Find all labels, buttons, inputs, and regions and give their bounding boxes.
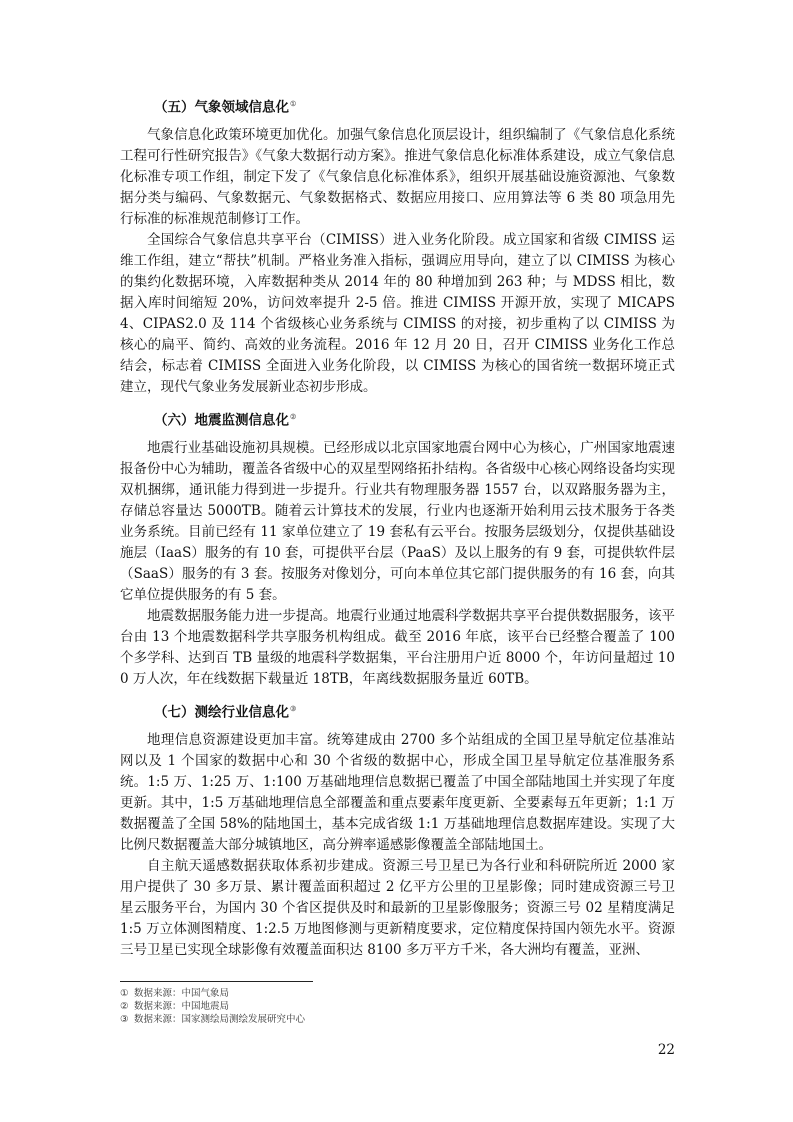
paragraph: 全国综合气象信息共享平台（CIMISS）进入业务化阶段。成立国家和省级 CIMISS 运维工作组，建立“帮扶”机制。严格业务准入指标，强调应用导向，建立了以 CIMISS 为核心的集约化数据环境，入库数据种类从 2014 年的 80 种增加到 263 种；与 MDSS 相比，数据入库时间缩短 20%，访问效率提升 2-5 倍。推进 CIMISS 开源开放，实现了 MICAPS4、CIPAS2.0 及 114 个省级核心业务系统与 CIMISS 的对接，初步重构了以 CIMISS 为核心的扁平、简约、高效的业务流程。2016 年 12 月 20 日，召开 CIMISS 业务化工作总结会，标志着 CIMISS 全面进入业务化阶段，以 CIMISS 为核心的国省统一数据环境正式建立，现代气象业务发展新业态初步形成。 [120,232,675,395]
footnote-mark: ① [120,988,129,999]
heading-text: （七）测绘行业信息化 [154,704,289,721]
paragraph: 地理信息资源建设更加丰富。统筹建成由 2700 多个站组成的全国卫星导航定位基准站网以及 1 个国家的数据中心和 30 个省级的数据中心，形成全国卫星导航定位基准服务系统。1:5 万、1:25 万、1:100 万基础地理信息数据已覆盖了中国全部陆地国土并实现了年度更新。其中，1:5 万基础地理信息全部覆盖和重点要素年度更新、全要素每五年更新；1:1 万数据覆盖了全国 58%的陆地国土，基本完成省级 1:1 万基础地理信息数据库建设。实现了大比例尺数据覆盖大部分城镇地区，高分辨率遥感影像覆盖全部陆地国土。 [120,732,675,853]
footnote-ref[interactable]: ① [290,99,297,108]
section-heading-seismic [120,406,675,428]
paragraph: 地震数据服务能力进一步提高。地震行业通过地震科学数据共享平台提供数据服务，该平台由 13 个地震数据科学共享服务机构组成。截至 2016 年底，该平台已经整合覆盖了 100 个多学科、达到百 TB 量级的地震科学数据集，平台注册用户近 8000 个，年访问量超过 100 万人次，年在线数据下载量近 18TB，年离线数据服务量近 60TB。 [120,608,675,687]
footnote-mark: ③ [120,1014,129,1025]
footnote-ref[interactable]: ③ [290,704,297,713]
paragraph: 地震行业基础设施初具规模。已经形成以北京国家地震台网中心为核心，广州国家地震速报备份中心为辅助，覆盖各省级中心的双星型网络拓扑结构。各省级中心核心网络设备均实现双机捆绑，通讯能力得到进一步提升。行业共有物理服务器 1557 台，以双路服务器为主，存储总容量达 5000TB。随着云计算技术的发展，行业内也逐渐开始利用云技术服务于各类业务系统。目前已经有 11 家单位建立了 19 套私有云平台。按服务层级划分，仅提供基础设施层（IaaS）服务的有 10 套，可提供平台层（PaaS）及以上服务的有 9 套，可提供软件层（SaaS）服务的有 3 套。按服务对像划分，可向本单位其它部门提供服务的有 16 套，向其它单位提供服务的有 5 套。 [120,440,675,603]
footnote-2 [120,1000,520,1013]
footnote-text: 数据来源：国家测绘局测绘发展研究中心 [134,1014,306,1025]
footnote-text: 数据来源：中国气象局 [134,988,230,999]
footnote-1 [120,987,520,1000]
page-number: 22 [657,1042,675,1058]
footnote-ref[interactable]: ② [290,412,297,421]
section-heading-surveying [120,698,675,720]
footnote-divider [120,981,313,982]
footnote-3 [120,1013,520,1026]
paragraph: 气象信息化政策环境更加优化。加强气象信息化顶层设计，组织编制了《气象信息化系统工程可行性研究报告》《气象大数据行动方案》。推进气象信息化标准体系建设，成立气象信息化标准专项工作组，制定下发了《气象信息化标准体系》，组织开展基础设施资源池、气象数据分类与编码、气象数据元、气象数据格式、数据应用接口、应用算法等 6 类 80 项急用先行标准的标准规范制修订工作。 [120,127,675,227]
paragraph: 自主航天遥感数据获取体系初步建成。资源三号卫星已为各行业和科研院所近 2000 家用户提供了 30 多万景、累计覆盖面积超过 2 亿平方公里的卫星影像；同时建成资源三号卫星云服务平台，为国内 30 个省区提供及时和最新的卫星影像服务；资源三号 02 星精度满足 1:5 万立体测图精度、1:2.5 万地图修测与更新精度要求，定位精度保持国内领先水平。资源三号卫星已实现全球影像有效覆盖面积达 8100 多万平方千米，各大洲均有覆盖，亚洲、 [120,858,675,958]
heading-text: （六）地震监测信息化 [154,412,289,429]
heading-text: （五）气象领域信息化 [154,99,289,116]
footnote-mark: ② [120,1001,129,1012]
section-heading-meteorology [120,93,675,115]
footnotes [120,987,520,1026]
footnote-text: 数据来源：中国地震局 [134,1001,230,1012]
body-text [120,93,675,961]
